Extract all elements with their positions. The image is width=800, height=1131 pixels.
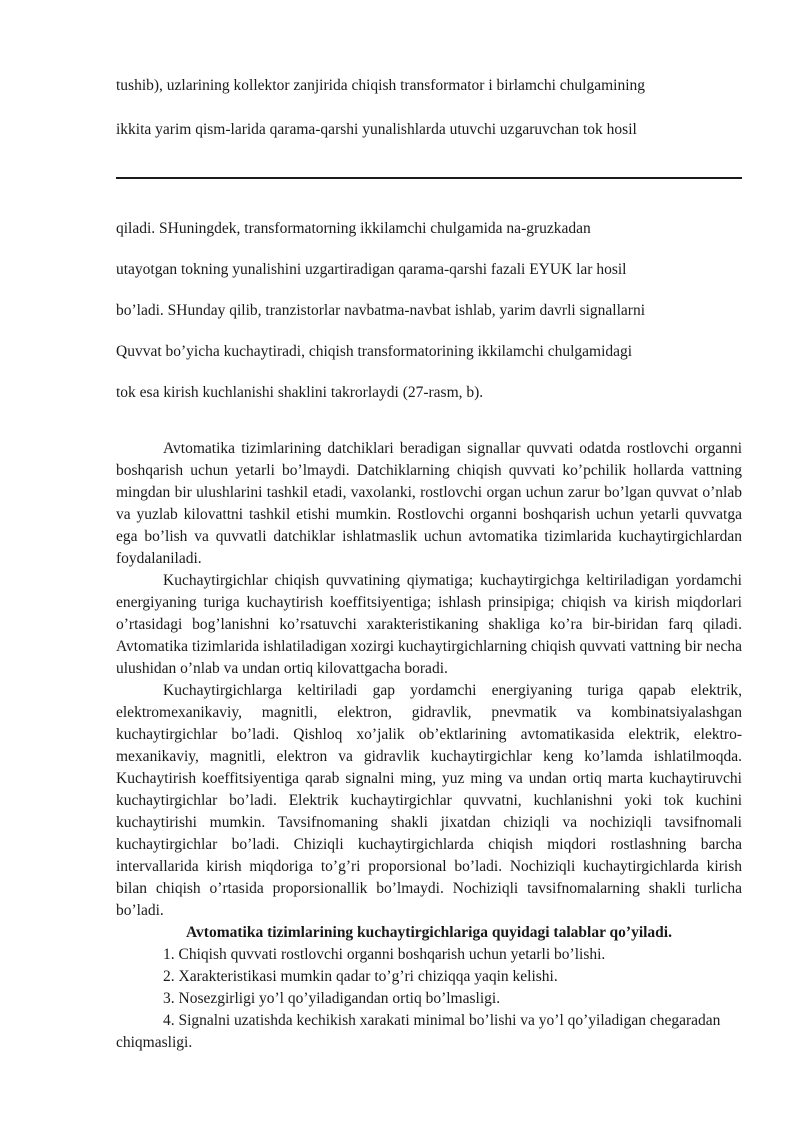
- requirement-item: 1. Chiqish quvvati rostlovchi organni boshqarish uchun yetarli bo’lishi.: [163, 946, 606, 963]
- text-line: ikkita yarim qism-larida qarama-qarshi yunalishlarda utuvchi uzgaruvchan tok hosil: [116, 121, 637, 138]
- text-line: bo’ladi. SHunday qilib, tranzistorlar navbatma-navbat ishlab, yarim davrli signallarni: [116, 302, 646, 319]
- text-line: tushib), uzlarining kollektor zanjirida chiqish transformator i birlamchi chulgamining: [116, 77, 646, 94]
- paragraph: Kuchaytirgichlarga keltiriladi gap yordamchi energiyaning turiga qapab elektrik, elektromexanikaviy, magnitli, elektron, gidravlik, pnevmatik va kombinatsiyalashgan kuchaytirgichlar bo’ladi. Qishloq xo’jalik ob’ektlarining avtomatikasida elektrik, elektro-mexanikaviy, magnitli, elektron va gidravlik kuchaytirgichlar keng ko’lamda ishlatilmoqda. Kuchaytirish koeffitsiyentiga qarab signalni ming, yuz ming va undan ortiq marta kuchaytiruvchi kuchaytirgichlar bo’ladi. Elektrik kuchaytirgichlar quvvatni, kuchlanishni yoki tok kuchini kuchaytirishi mumkin. Tavsifnomaning shakli jixatdan chiziqli va nochiziqli tavsifnomali kuchaytirgichlar bo’ladi. Chiziqli kuchaytirgichlarda chiqish miqdori rostlashning barcha intervallarida kirish miqdoriga to’g’ri proporsional bo’ladi. Nochiziqli kuchaytirgichlarda kirish bilan chiqish o’rtasida proporsionallik bo’lmaydi. Nochiziqli tavsifnomalarning shakli turlicha bo’ladi.: [116, 682, 742, 919]
- paragraph: Kuchaytirgichlar chiqish quvvatining qiymatiga; kuchaytirgichga keltiriladigan yordamchi energiyaning turiga kuchaytirish koeffitsiyentiga; ishlash prinsipiga; chiqish va kirish miqdorlari o’rtasidagi bog’lanishni ko’rsatuvchi xarakteristikaning shakliga ko’ra bir-biridan farq qiladi. Avtomatika tizimlarida ishlatiladigan xozirgi kuchaytirgichlarning chiqish quvvati vattning bir necha ulushidan o’nlab va undan ortiq kilovattgacha boradi.: [116, 572, 742, 677]
- text-line: tok esa kirish kuchlanishi shaklini takrorlaydi (27-rasm, b).: [116, 384, 484, 401]
- paragraph: Avtomatika tizimlarining datchiklari beradigan signallar quvvati odatda rostlovchi organni boshqarish uchun yetarli bo’lmaydi. Datchiklarning chiqish quvvati ko’pchilik hollarda vattning mingdan bir ulushlarini tashkil etadi, vaxolanki, rostlovchi organ uchun zarur bo’lgan quvvat o’nlab va yuzlab kilovattni tashkil etishi mumkin. Rostlovchi organni boshqarish uchun yetarli quvvatga ega bo’lish va quvvatli datchiklar ishlatmaslik uchun avtomatika tizimlarida kuchaytirgichlardan foydalaniladi.: [116, 440, 742, 567]
- body-text: [116, 438, 742, 1054]
- requirement-item: 4. Signalni uzatishda kechikish xarakati minimal bo’lishi va yo’l qo’yiladigan chegaradan chiqmasligi.: [116, 1012, 721, 1051]
- text-line: utayotgan tokning yunalishini uzgartiradigan qarama-qarshi fazali EYUK lar hosil: [116, 261, 627, 278]
- text-line: qiladi. SHuningdek, transformatorning ikkilamchi chulgamida na-gruzkadan: [116, 220, 591, 237]
- horizontal-divider: [116, 177, 742, 179]
- section-heading: Avtomatika tizimlarining kuchaytirgichlariga quyidagi talablar qo’yiladi.: [186, 924, 672, 941]
- text-line: Quvvat bo’yicha kuchaytiradi, chiqish transformatorining ikkilamchi chulgamidagi: [116, 343, 633, 360]
- requirement-item: 2. Xarakteristikasi mumkin qadar to’g’ri chiziqqa yaqin kelishi.: [163, 968, 558, 985]
- requirement-item: 3. Nosezgirligi yo’l qo’yiladigandan ortiq bo’lmasligi.: [163, 990, 501, 1007]
